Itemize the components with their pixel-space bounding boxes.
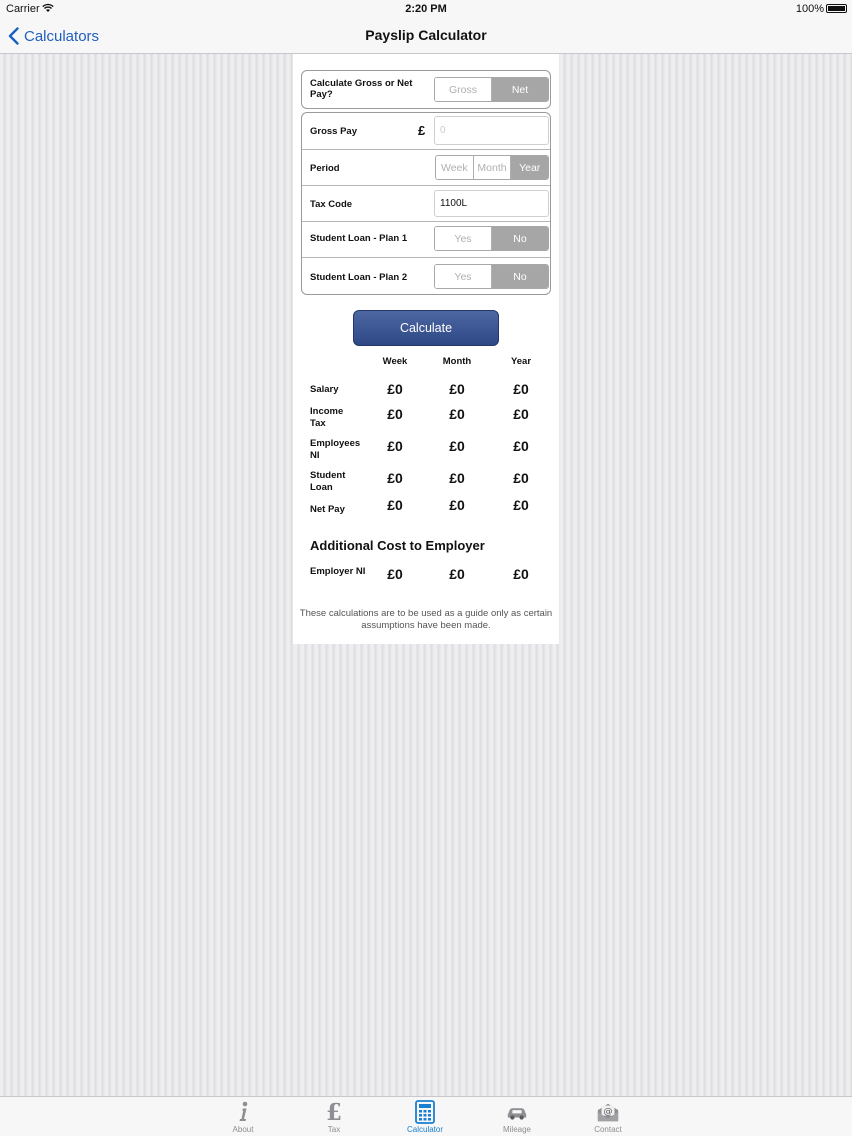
tab-label-tax: Tax bbox=[327, 1125, 341, 1134]
salary-month: £0 bbox=[449, 381, 465, 397]
tax-code-input[interactable]: 1100L bbox=[434, 190, 549, 217]
salary-week: £0 bbox=[387, 381, 403, 397]
navigation-bar bbox=[0, 18, 852, 54]
tab-tax[interactable] bbox=[302, 1097, 366, 1136]
battery-icon bbox=[826, 4, 847, 13]
result-label-student-loan: Student Loan bbox=[310, 470, 346, 493]
car-icon bbox=[505, 1100, 529, 1124]
svg-text:@: @ bbox=[603, 1105, 613, 1117]
segment-no[interactable]: No bbox=[491, 265, 548, 288]
student-loan-1-selector bbox=[434, 226, 549, 251]
tab-calculator[interactable] bbox=[393, 1097, 457, 1136]
student-loan-week: £0 bbox=[387, 470, 403, 486]
mode-label: Calculate Gross or Net Pay? bbox=[310, 78, 413, 100]
pound-icon: £ bbox=[325, 1098, 342, 1126]
status-bar bbox=[0, 0, 852, 18]
employer-ni-week: £0 bbox=[387, 566, 403, 582]
gross-pay-input[interactable]: 0 bbox=[434, 116, 549, 145]
tab-about[interactable] bbox=[211, 1097, 275, 1136]
employer-ni-year: £0 bbox=[513, 566, 529, 582]
gross-net-selector bbox=[434, 77, 549, 102]
net-pay-month: £0 bbox=[449, 497, 465, 513]
segment-week[interactable]: Week bbox=[436, 156, 473, 179]
clock-label: 2:20 PM bbox=[405, 3, 447, 15]
segment-year[interactable]: Year bbox=[510, 156, 548, 179]
page-title: Payslip Calculator bbox=[365, 27, 487, 43]
calculator-panel bbox=[293, 54, 559, 644]
period-selector bbox=[435, 155, 549, 180]
segment-month[interactable]: Month bbox=[473, 156, 511, 179]
student-loan-month: £0 bbox=[449, 470, 465, 486]
result-label-employer-ni: Employer NI bbox=[310, 566, 366, 577]
period-label: Period bbox=[310, 163, 340, 174]
tab-label-mileage: Mileage bbox=[502, 1125, 531, 1134]
tax-code-label: Tax Code bbox=[310, 199, 353, 210]
income-tax-year: £0 bbox=[513, 406, 529, 422]
employees-ni-year: £0 bbox=[513, 438, 529, 454]
income-tax-week: £0 bbox=[387, 406, 403, 422]
student-loan-year: £0 bbox=[513, 470, 529, 486]
segment-net[interactable]: Net bbox=[491, 78, 548, 101]
result-label-employees-ni: Employees NI bbox=[310, 438, 361, 461]
student-loan-1-row bbox=[302, 222, 550, 258]
mail-icon bbox=[596, 1100, 620, 1124]
net-pay-year: £0 bbox=[513, 497, 529, 513]
period-row bbox=[302, 150, 550, 186]
segment-yes[interactable]: Yes bbox=[435, 265, 491, 288]
gross-pay-row bbox=[302, 113, 550, 150]
calculate-button[interactable]: Calculate bbox=[353, 310, 499, 346]
tab-contact[interactable] bbox=[576, 1097, 640, 1136]
tax-code-row bbox=[302, 186, 550, 222]
carrier-label: Carrier bbox=[6, 3, 40, 15]
column-header-week: Week bbox=[382, 356, 408, 367]
inputs-group bbox=[301, 112, 551, 295]
info-icon bbox=[231, 1100, 255, 1124]
back-button-label: Calculators bbox=[24, 27, 100, 45]
segment-yes[interactable]: Yes bbox=[435, 227, 491, 250]
salary-year: £0 bbox=[513, 381, 529, 397]
tab-label-contact: Contact bbox=[594, 1125, 622, 1134]
income-tax-month: £0 bbox=[449, 406, 465, 422]
net-pay-week: £0 bbox=[387, 497, 403, 513]
tab-label-about: About bbox=[232, 1125, 254, 1134]
student-loan-2-selector bbox=[434, 264, 549, 289]
segment-no[interactable]: No bbox=[491, 227, 548, 250]
disclaimer-text: These calculations are to be used as a guide only as certain assumptions have been made. bbox=[299, 608, 553, 631]
tab-mileage[interactable] bbox=[485, 1097, 549, 1136]
result-label-net-pay: Net Pay bbox=[310, 504, 345, 515]
employer-cost-heading: Additional Cost to Employer bbox=[310, 538, 485, 553]
employees-ni-week: £0 bbox=[387, 438, 403, 454]
segment-gross[interactable]: Gross bbox=[435, 78, 491, 101]
student-loan-1-label: Student Loan - Plan 1 bbox=[310, 233, 408, 244]
column-header-month: Month bbox=[442, 356, 472, 367]
column-header-year: Year bbox=[510, 356, 532, 367]
battery-percent: 100% bbox=[795, 3, 824, 15]
gross-pay-label: Gross Pay bbox=[310, 126, 357, 137]
tab-label-calculator: Calculator bbox=[406, 1125, 443, 1134]
result-label-salary: Salary bbox=[310, 384, 339, 395]
tab-bar bbox=[0, 1096, 852, 1136]
currency-symbol: £ bbox=[418, 123, 426, 138]
student-loan-2-row bbox=[302, 258, 550, 295]
result-label-income-tax: Income Tax bbox=[310, 406, 344, 429]
student-loan-2-label: Student Loan - Plan 2 bbox=[310, 272, 408, 283]
calculator-icon bbox=[413, 1100, 437, 1124]
employer-ni-month: £0 bbox=[449, 566, 465, 582]
employees-ni-month: £0 bbox=[449, 438, 465, 454]
mode-group bbox=[301, 70, 551, 109]
